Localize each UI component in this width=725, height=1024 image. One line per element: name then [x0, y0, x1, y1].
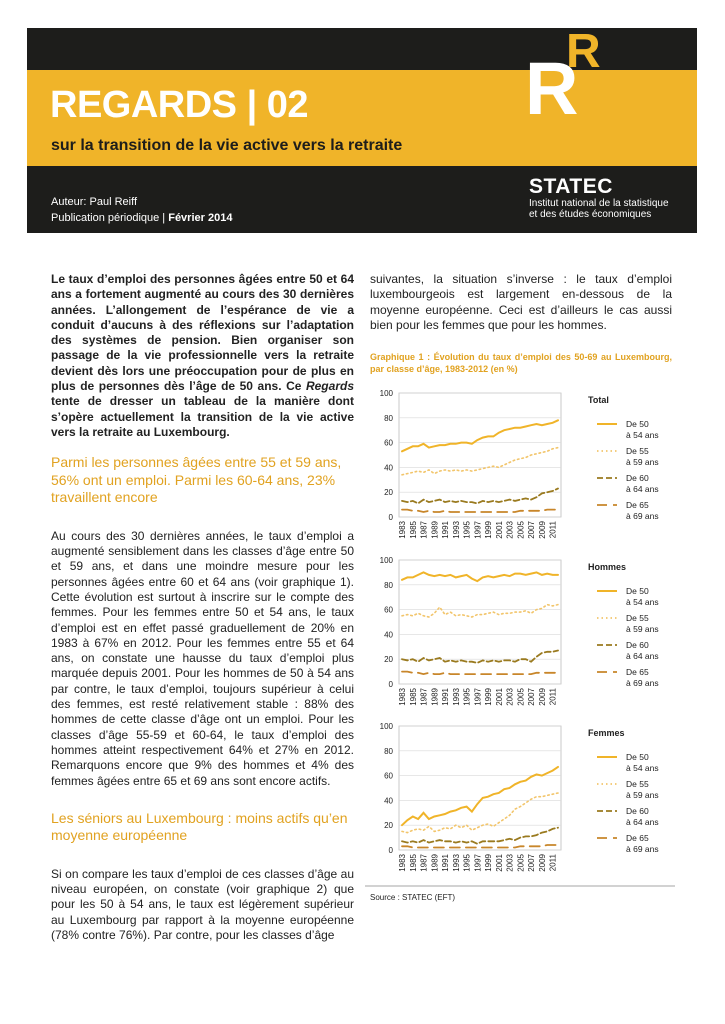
chart-2-xtick-label: 1993: [451, 854, 461, 872]
chart-0-xtick-label: 1987: [419, 521, 429, 539]
chart-0-xtick-label: 1983: [398, 521, 407, 539]
page-title: REGARDS | 02: [50, 84, 309, 126]
chart-0-xtick-label: 2003: [505, 521, 515, 539]
chart-2-ytick-label: 0: [388, 846, 393, 855]
lead-text-2: tente de dresser un tableau de la manière dont s’opère actuellement la transition de la vie active vers la retraite au Luxembourg.: [51, 394, 354, 439]
chart-2-frame: [399, 726, 561, 850]
chart-1-ytick-label: 60: [384, 605, 393, 615]
regards-logo-big-r: R: [525, 47, 579, 130]
chart-0-xtick-label: 2001: [494, 521, 504, 539]
chart-2-xtick-label: 2011: [548, 854, 558, 872]
chart-1-xtick-label: 1995: [462, 688, 472, 706]
chart-1-xtick-label: 1991: [441, 688, 451, 706]
chart-2-xtick-label: 1989: [430, 854, 440, 872]
chart-1-series-line-3: [402, 672, 558, 675]
author-line: Auteur: Paul Reiff: [51, 196, 138, 208]
chart-2-xtick-label: 2007: [527, 854, 537, 872]
chart-2-legend-label-3-cont: à 69 ans: [626, 844, 659, 854]
chart-2-xtick-label: 1987: [419, 854, 429, 872]
chart-0-xtick-label: 1995: [462, 521, 472, 539]
chart-2-xtick-label: 1995: [462, 854, 472, 872]
lead-paragraph: [51, 272, 354, 440]
graph-title: Graphique 1 : Évolution du taux d’emploi des 50-69 au Luxembourg, par classe d’âge, 1983-2012 (en %): [370, 352, 672, 374]
publication-label: Publication périodique |: [51, 212, 169, 224]
chart-2-legend-label-1: De 55: [626, 779, 649, 789]
chart-0-ytick-label: 60: [384, 438, 393, 448]
chart-2-legend-label-2-cont: à 64 ans: [626, 817, 659, 827]
chart-1-xtick-label: 1999: [484, 688, 494, 706]
publication-line: [51, 212, 232, 224]
chart-1-ytick-label: 0: [388, 680, 393, 689]
lead-italic: Regards: [305, 379, 354, 394]
chart-1-legend-label-1-cont: à 59 ans: [626, 624, 659, 634]
chart-0-ytick-label: 40: [384, 463, 393, 473]
chart-0-series-line-0: [402, 420, 558, 451]
chart-1-xtick-label: 2005: [516, 688, 526, 706]
article-column-left: [51, 272, 354, 943]
chart-1-xtick-label: 2009: [537, 688, 547, 706]
chart-2-series-line-1: [402, 793, 558, 833]
chart-0-xtick-label: 1993: [451, 521, 461, 539]
chart-2-ytick-label: 40: [384, 796, 393, 806]
chart-0-legend-label-0: De 50: [626, 419, 649, 429]
chart-2-xtick-label: 2005: [516, 854, 526, 872]
chart-0-legend-label-1: De 55: [626, 446, 649, 456]
page-subtitle: sur la transition de la vie active vers la retraite: [51, 137, 403, 154]
chart-1-xtick-label: 1989: [430, 688, 440, 706]
regards-logo-small-r: R: [566, 25, 601, 78]
chart-1-legend-label-3-cont: à 69 ans: [626, 678, 659, 688]
chart-2-series-line-2: [402, 828, 558, 844]
chart-1-ytick-label: 20: [384, 655, 393, 665]
chart-2-panel-title: Femmes: [588, 728, 625, 738]
chart-2-xtick-label: 2003: [505, 854, 515, 872]
chart-0-xtick-label: 1985: [408, 521, 418, 539]
chart-2-legend-label-3: De 65: [626, 833, 649, 843]
chart-2-xtick-label: 1997: [473, 854, 483, 872]
chart-0-legend-label-2: De 60: [626, 473, 649, 483]
institute-name-line1: Institut national de la statistique: [529, 198, 669, 209]
chart-1-xtick-label: 2011: [548, 688, 558, 706]
statec-logo: STATEC: [529, 175, 613, 198]
publication-date: Février 2014: [168, 212, 233, 224]
chart-2-ytick-label: 60: [384, 771, 393, 781]
chart-1-ytick-label: 100: [379, 556, 393, 565]
chart-2-xtick-label: 2009: [537, 854, 547, 872]
chart-2-legend-label-0: De 50: [626, 752, 649, 762]
chart-0-legend-label-0-cont: à 54 ans: [626, 430, 659, 440]
chart-1-ytick-label: 40: [384, 630, 393, 640]
chart-1-legend-label-0: De 50: [626, 586, 649, 596]
chart-1-series-line-0: [402, 572, 558, 581]
chart-0-xtick-label: 2009: [537, 521, 547, 539]
body-paragraph-3: suivantes, la situation s’inverse : le taux d’emploi luxembourgeois est largement en-dessous de la moyenne européenne. Ceci est d’ailleurs le cas aussi bien pour les femmes que pour les hommes.: [370, 272, 672, 332]
chart-1-xtick-label: 1993: [451, 688, 461, 706]
institute-name-line2: et des études économiques: [529, 209, 652, 220]
chart-1-legend-label-3: De 65: [626, 667, 649, 677]
chart-0-series-line-3: [402, 510, 558, 512]
chart-1-xtick-label: 2003: [505, 688, 515, 706]
employment-rate-charts: [365, 380, 677, 890]
chart-1-panel-title: Hommes: [588, 562, 627, 572]
chart-1-xtick-label: 1983: [398, 688, 407, 706]
chart-0-ytick-label: 20: [384, 488, 393, 498]
chart-0-xtick-label: 1989: [430, 521, 440, 539]
section-heading-2: Les séniors au Luxembourg : moins actifs qu’en moyenne européenne: [51, 809, 348, 844]
body-paragraph-1: Au cours des 30 dernières années, le taux d’emploi a augmenté sensiblement dans les classes d’âge entre 50 et 59 ans, et dans une moindre mesure pour les personnes âgées entre 60 et 64 ans (voir graphique 1). Cette évolution est surtout à inscrire sur le compte des femmes. Pour les femmes entre 50 et 54 ans, le taux d’emploi est en effet passé graduellement de 20% en 1983 à 67% en 2012. Pour les femmes entre 55 et 64 ans, on constate une hausse du taux d’emploi plus marquée depuis 2001. Pour les hommes de 50 à 54 ans par contre, le taux d’emploi, toujours supérieur à celui des femmes, est resté relativement stable : 88% des hommes de cette classe d’âge ont un emploi. Pour les classes d’âge 55-59 et 60-64, le taux d’emploi des hommes atteint respectivement 64% et 27% en 2012. Remarquons encore que 9% des hommes et 4% des femmes âgées entre 65 et 69 ans sont encore actifs.: [51, 528, 354, 788]
chart-0-legend-label-3: De 65: [626, 500, 649, 510]
section-heading-1: Parmi les personnes âgées entre 55 et 59 ans, 56% ont un emploi. Parmi les 60-64 ans, 23% travaillent encore: [51, 454, 342, 506]
chart-2-ytick-label: 80: [384, 746, 393, 756]
chart-0-ytick-label: 0: [388, 513, 393, 522]
chart-0-ytick-label: 100: [379, 389, 393, 398]
lead-text-1: Le taux d’emploi des personnes âgées entre 50 et 64 ans a fortement augmenté au cours des 30 dernières années. L’allongement de l’espérance de vie a conduit d’aucuns à des réflexions sur l’adaptation des systèmes de pension. Bien organiser son passage de la vie professionnelle vers la retraite devient dès lors une préoccupation pour de plus en plus de personnes dès l’âge de 50 ans. Ce: [51, 272, 354, 394]
chart-source: Source : STATEC (EFT): [370, 893, 456, 902]
chart-1-xtick-label: 1987: [419, 688, 429, 706]
chart-2-series-line-3: [402, 845, 558, 848]
chart-2-xtick-label: 2001: [494, 854, 504, 872]
chart-1-legend-label-1: De 55: [626, 613, 649, 623]
chart-2-xtick-label: 1985: [408, 854, 418, 872]
chart-1-series-line-2: [402, 651, 558, 663]
chart-0-xtick-label: 1997: [473, 521, 483, 539]
chart-2-legend-label-1-cont: à 59 ans: [626, 790, 659, 800]
chart-1-xtick-label: 1997: [473, 688, 483, 706]
chart-0-xtick-label: 1999: [484, 521, 494, 539]
article-column-right: [370, 272, 672, 333]
chart-0-legend-label-1-cont: à 59 ans: [626, 457, 659, 467]
chart-0-xtick-label: 2005: [516, 521, 526, 539]
chart-2-xtick-label: 1999: [484, 854, 494, 872]
chart-1-legend-label-2-cont: à 64 ans: [626, 651, 659, 661]
chart-1-xtick-label: 2007: [527, 688, 537, 706]
chart-1-legend-label-2: De 60: [626, 640, 649, 650]
chart-2-xtick-label: 1991: [441, 854, 451, 872]
chart-0-xtick-label: 2007: [527, 521, 537, 539]
chart-0-legend-label-3-cont: à 69 ans: [626, 511, 659, 521]
chart-1-xtick-label: 2001: [494, 688, 504, 706]
chart-0-frame: [399, 393, 561, 517]
chart-2-ytick-label: 100: [379, 722, 393, 731]
chart-0-xtick-label: 1991: [441, 521, 451, 539]
chart-1-legend-label-0-cont: à 54 ans: [626, 597, 659, 607]
chart-0-series-line-2: [402, 489, 558, 504]
body-paragraph-2: Si on compare les taux d’emploi de ces classes d’âge au niveau européen, on constate (voir graphique 2) que pour les 50 à 54 ans, le taux est légèrement supérieur au Luxembourg par rapport à la moyenne européenne (78% contre 76%). Par contre, pour les classes d’âge: [51, 866, 354, 942]
chart-1-ytick-label: 80: [384, 580, 393, 590]
chart-0-xtick-label: 2011: [548, 521, 558, 539]
chart-0-ytick-label: 80: [384, 413, 393, 423]
chart-0-series-line-1: [402, 448, 558, 475]
chart-0-panel-title: Total: [588, 395, 609, 405]
chart-2-ytick-label: 20: [384, 821, 393, 831]
chart-2-legend-label-2: De 60: [626, 806, 649, 816]
chart-2-legend-label-0-cont: à 54 ans: [626, 763, 659, 773]
chart-1-series-line-1: [402, 605, 558, 617]
chart-2-xtick-label: 1983: [398, 854, 407, 872]
chart-0-legend-label-2-cont: à 64 ans: [626, 484, 659, 494]
chart-1-xtick-label: 1985: [408, 688, 418, 706]
